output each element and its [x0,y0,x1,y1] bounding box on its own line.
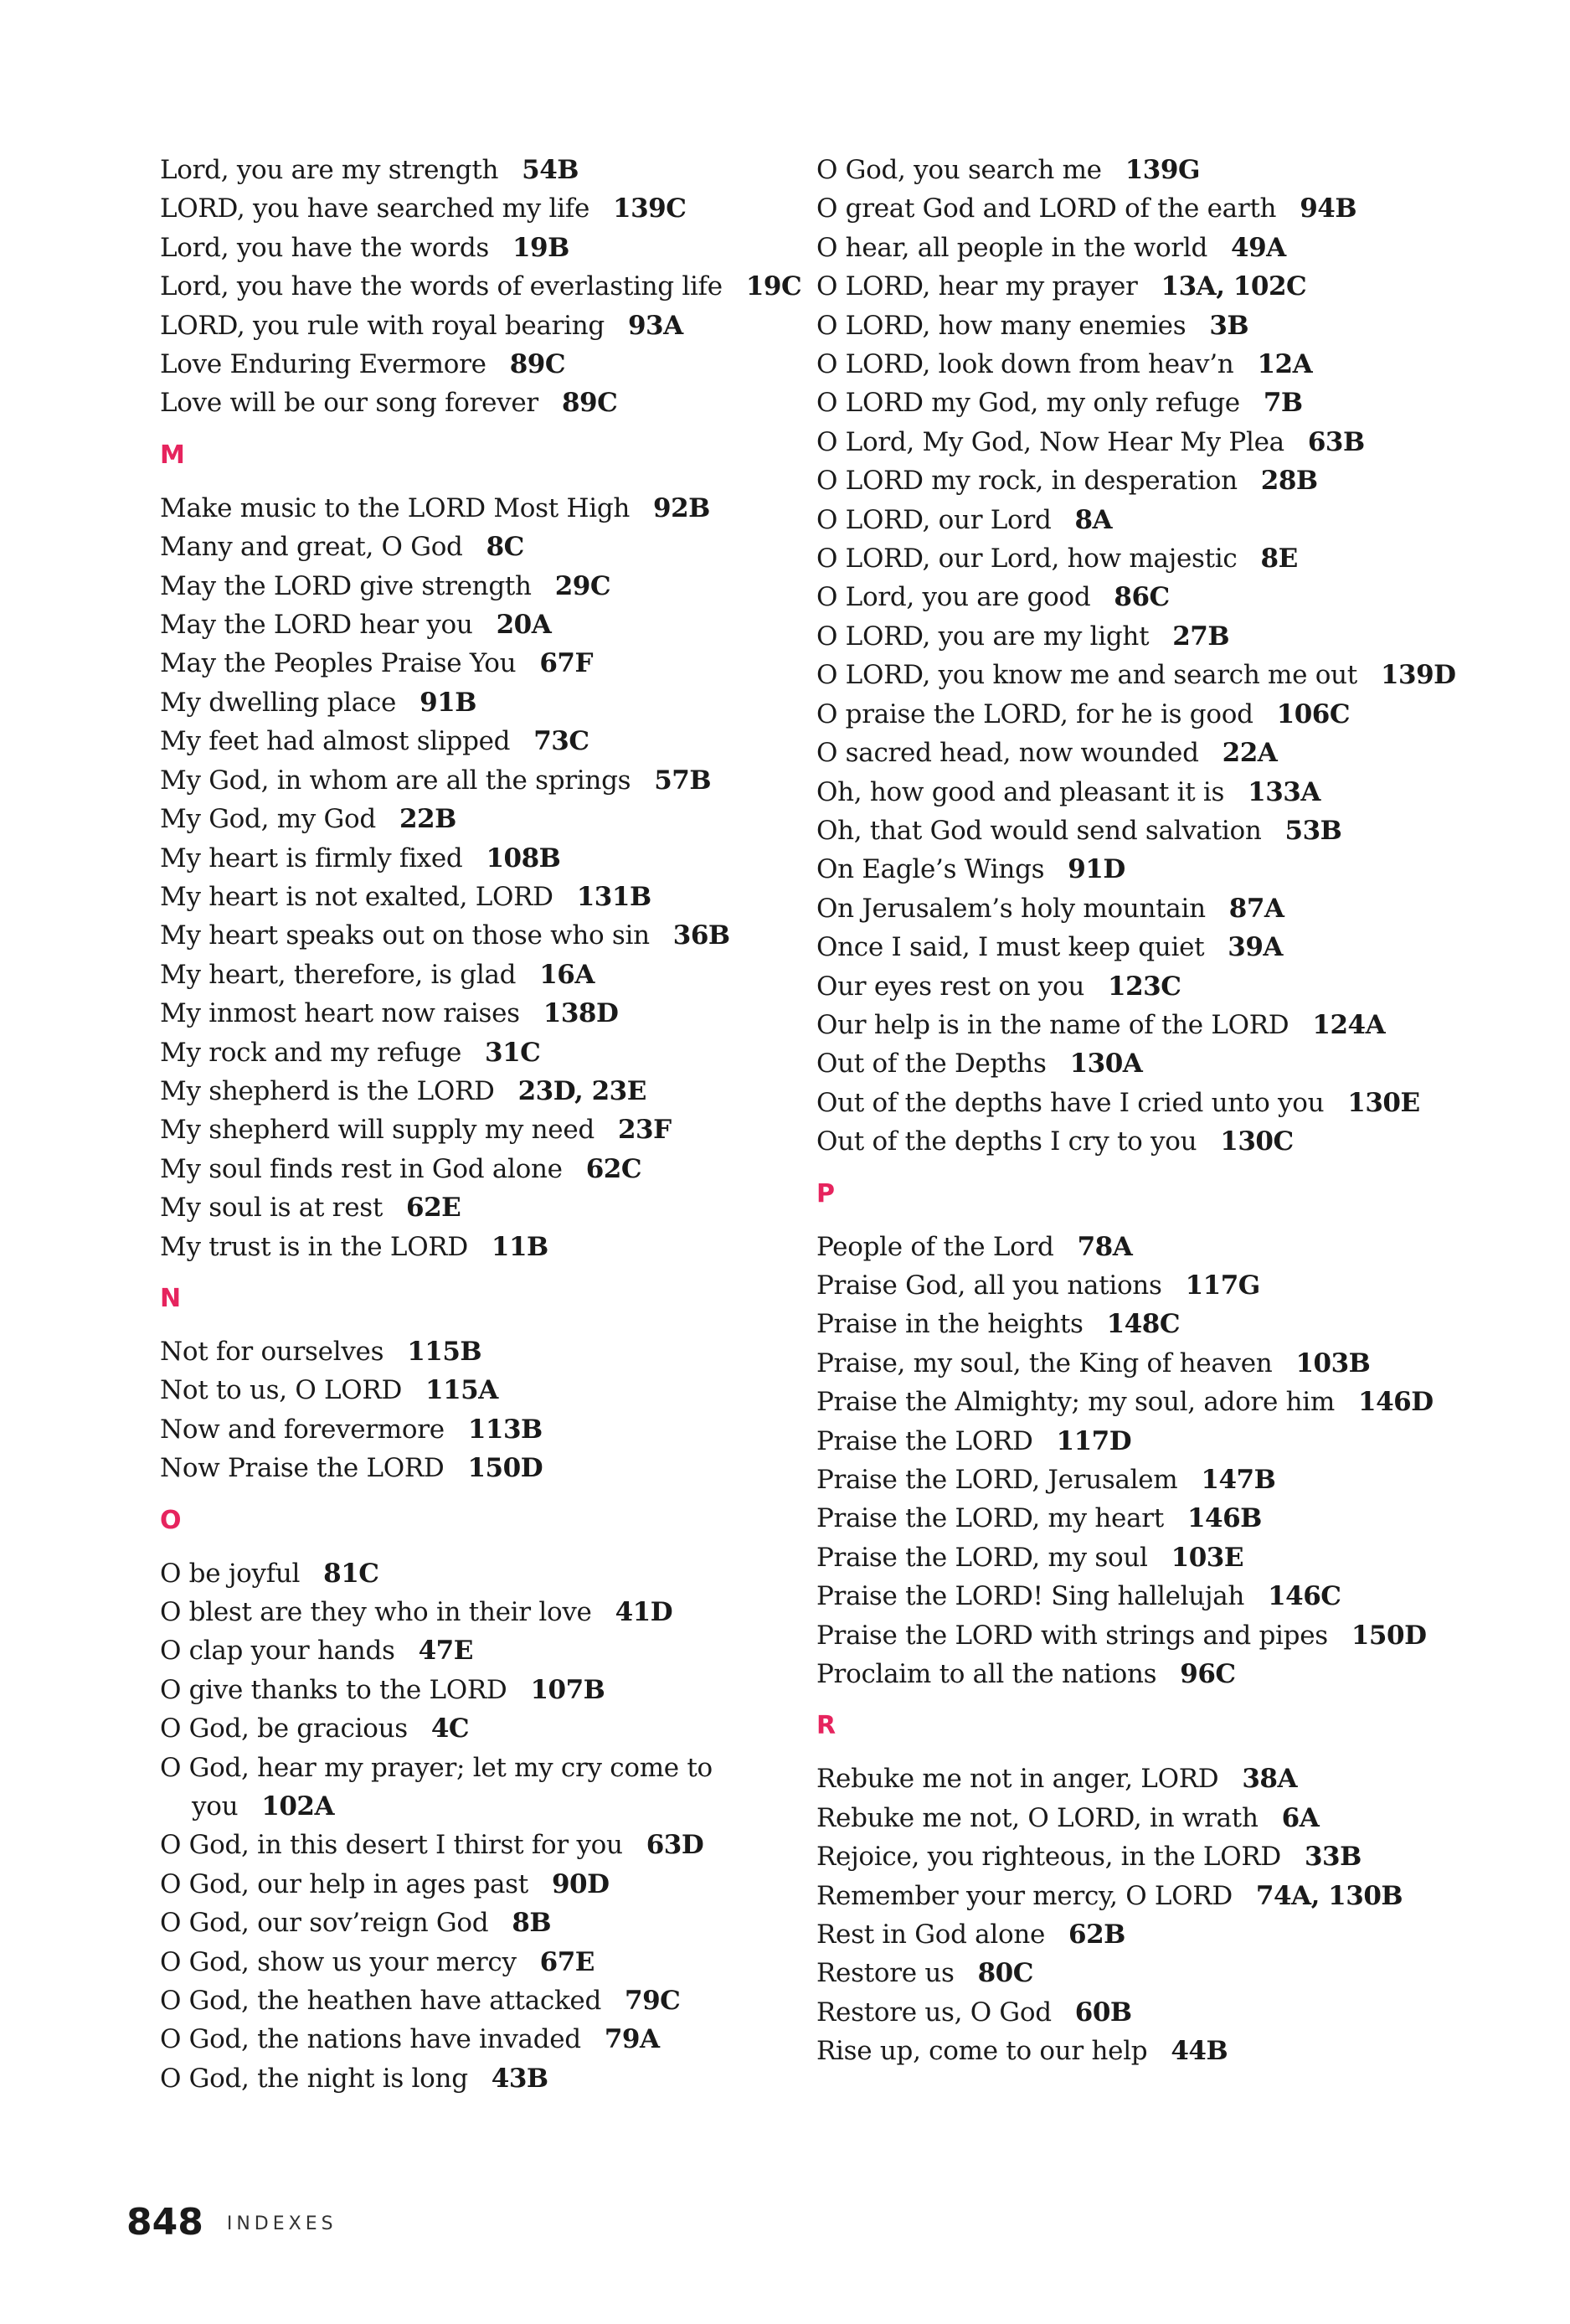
hymn-title: O praise the LORD, for he is good [816,698,1253,729]
index-entry [816,1877,1453,1915]
hymn-number: 130A [1069,1049,1143,1080]
hymn-number: 115B [407,1336,482,1367]
hymn-title: Oh, that God would send salvation [816,815,1262,846]
hymn-number: 146B [1187,1503,1262,1534]
hymn-title: My feet had almost slipped [160,726,511,757]
index-entry [160,1110,796,1149]
index-entry [816,889,1453,928]
hymn-number: 53B [1284,815,1342,846]
index-entry [160,384,796,422]
index-entry [160,1631,796,1670]
hymn-title: My inmost heart now raises [160,998,520,1029]
hymn-title: Remember your mercy, O LORD [816,1880,1233,1911]
index-entry [160,345,796,384]
index-entry [816,734,1453,772]
index-entry [816,267,1453,306]
hymn-number: 146C [1268,1581,1341,1612]
hymn-title: My heart, therefore, is glad [160,959,517,990]
index-entry [160,1554,796,1593]
hymn-title: O LORD my God, my only refuge [816,388,1240,419]
hymn-title: O God, be gracious [160,1713,408,1744]
letter-heading: P [816,1178,835,1208]
hymn-number: 130E [1347,1087,1420,1118]
hymn-number: 3B [1209,310,1249,341]
index-entry [816,1461,1453,1499]
index-entry [160,994,796,1033]
hymn-title: O God, the night is long [160,2063,468,2094]
hymn-number: 8C [486,532,524,563]
index-entry [816,1538,1453,1577]
hymn-title: Oh, how good and pleasant it is [816,776,1225,807]
index-entry [816,1993,1453,2032]
hymn-number: 41D [615,1597,673,1627]
hymn-number: 38A [1242,1764,1298,1795]
hymn-number: 11B [491,1231,548,1262]
index-entry [816,1266,1453,1305]
index-entry [816,461,1453,500]
hymn-number: 93A [627,310,683,341]
hymn-number: 139G [1125,155,1200,185]
hymn-title: O God, the heathen have attacked [160,1986,602,2017]
hymn-number: 47E [418,1636,473,1667]
hymn-title: My heart is firmly fixed [160,843,463,873]
hymn-number: 103B [1295,1348,1371,1378]
hymn-title: My God, my God [160,804,376,835]
hymn-number: 117D [1056,1425,1132,1456]
hymn-title: Restore us, O God [816,1997,1052,2028]
hymn-number: 19B [512,232,569,263]
index-entry [816,656,1456,694]
index-entry [160,267,802,306]
hymn-number: 31C [485,1037,541,1068]
hymn-number: 87A [1228,893,1284,924]
hymn-title: O LORD my rock, in desperation [816,466,1238,497]
index-entry [816,1954,1453,1992]
hymn-title: O God, our sov’reign God [160,1908,489,1939]
hymn-number: 103E [1171,1542,1243,1573]
index-entry [160,1371,796,1409]
index-entry [816,617,1453,656]
index-entry [160,800,796,838]
hymn-title: O God, hear my prayer; let my cry come to you [160,1752,713,1822]
hymn-number: 102A [261,1791,335,1822]
hymn-number: 73C [533,726,589,757]
hymn-title: My heart speaks out on those who sin [160,920,650,951]
index-entry [160,1904,796,1942]
index-entry [816,345,1453,384]
index-entry [160,489,796,528]
index-entry [816,1499,1453,1538]
hymn-title: My God, in whom are all the springs [160,765,631,796]
index-entry [160,1671,796,1709]
index-entry [816,928,1453,966]
hymn-number: 113B [467,1414,543,1445]
hymn-number: 63D [646,1830,704,1861]
hymn-title: Praise the LORD! Sing hallelujah [816,1581,1245,1612]
index-entry [160,1749,728,1827]
hymn-title: Out of the depths have I cried unto you [816,1087,1325,1118]
index-entry [160,878,796,916]
letter-heading: R [816,1711,836,1741]
hymn-title: LORD, you rule with royal bearing [160,310,605,341]
hymn-title: O Lord, you are good [816,582,1091,613]
index-entry [816,2032,1453,2070]
hymn-number: 92B [653,492,710,523]
hymn-title: O God, you search me [816,155,1102,185]
hymn-title: Out of the Depths [816,1049,1047,1080]
hymn-number: 60B [1074,1997,1132,2028]
hymn-title: Praise the LORD, my heart [816,1503,1164,1534]
index-entry [160,1033,796,1072]
hymn-title: Praise the LORD [816,1425,1033,1456]
hymn-title: O LORD, how many enemies [816,310,1187,341]
hymn-title: My heart is not exalted, LORD [160,881,553,912]
hymn-title: My soul finds rest in God alone [160,1153,563,1184]
hymn-number: 150D [1351,1620,1427,1651]
hymn-number: 22A [1222,738,1278,769]
index-entry [160,567,796,605]
hymn-number: 78A [1077,1231,1133,1262]
index-entry [816,423,1453,461]
hymn-number: 86C [1114,582,1170,613]
index-entry [160,761,796,800]
hymn-number: 148C [1106,1309,1181,1340]
index-entry [160,1150,796,1188]
hymn-number: 81C [323,1558,379,1589]
hymn-title: Not for ourselves [160,1336,384,1367]
hymn-title: Praise the LORD, Jerusalem [816,1465,1178,1495]
hymn-title: Lord, you have the words of everlasting life [160,271,723,302]
hymn-title: Not to us, O LORD [160,1375,403,1406]
hymn-title: Praise, my soul, the King of heaven [816,1348,1273,1378]
index-entry [160,1981,796,2020]
index-entry [160,956,796,994]
hymn-title: Lord, you have the words [160,232,489,263]
hymn-title: O blest are they who in their love [160,1597,592,1627]
hymn-title: O God, in this desert I thirst for you [160,1830,623,1861]
hymn-number: 74A, 130B [1255,1880,1403,1911]
index-entry [816,307,1453,345]
hymn-number: 131B [576,881,651,912]
index-entry [160,605,796,644]
index-entry [816,967,1453,1006]
index-entry [816,812,1453,850]
hymn-title: LORD, you have searched my life [160,193,589,224]
hymn-number: 23F [617,1115,672,1146]
index-entry [816,578,1453,616]
hymn-title: Once I said, I must keep quiet [816,932,1205,963]
hymn-number: 7B [1263,388,1303,419]
hymn-title: O Lord, My God, Now Hear My Plea [816,426,1284,457]
hymn-title: People of the Lord [816,1231,1054,1262]
hymn-number: 89C [561,388,618,419]
hymn-title: O LORD, hear my prayer [816,271,1138,302]
hymn-number: 12A [1257,349,1313,380]
index-entry [816,229,1453,267]
page-footer [126,2201,337,2243]
hymn-number: 133A [1248,776,1320,807]
index-entry [816,1044,1453,1083]
index-entry [816,1837,1453,1876]
index-entry [816,1228,1453,1266]
hymn-title: Praise in the heights [816,1309,1084,1340]
hymn-number: 44B [1171,2036,1228,2067]
hymn-number: 57B [654,765,712,796]
hymn-title: My trust is in the LORD [160,1231,468,1262]
hymn-title: My dwelling place [160,687,397,718]
hymn-number: 63B [1307,426,1365,457]
hymn-number: 91D [1068,854,1125,885]
index-entry [160,1593,796,1631]
hymn-title: Our eyes rest on you [816,971,1085,1002]
hymn-number: 6A [1281,1802,1320,1833]
hymn-title: May the LORD hear you [160,610,473,641]
hymn-number: 36B [672,920,730,951]
hymn-title: My shepherd will supply my need [160,1115,595,1146]
index-entry [816,189,1453,228]
letter-heading: O [160,1505,182,1535]
hymn-title: Now and forevermore [160,1414,445,1445]
hymn-number: 130C [1220,1126,1294,1157]
hymn-title: May the Peoples Praise You [160,648,517,679]
hymn-title: Our help is in the name of the LORD [816,1009,1289,1040]
hymn-number: 33B [1304,1842,1362,1873]
hymn-number: 43B [491,2063,548,2094]
index-entry [160,722,796,760]
index-entry [816,1383,1453,1421]
hymn-number: 108B [486,843,561,873]
index-entry [160,307,796,345]
hymn-number: 8B [512,1908,552,1939]
index-entry [816,1760,1453,1798]
right-index-column [816,151,1456,2071]
index-entry [160,528,796,566]
index-entry [816,1344,1453,1383]
index-entry [816,695,1453,734]
hymn-title: Many and great, O God [160,532,463,563]
letter-heading: M [160,440,185,470]
hymn-title: My shepherd is the LORD [160,1075,495,1106]
hymn-number: 80C [977,1958,1033,1989]
letter-heading: N [160,1283,182,1313]
index-entry [160,229,796,267]
index-entry [160,1709,796,1748]
index-entry [160,189,796,228]
hymn-title: Rest in God alone [816,1919,1046,1950]
hymn-number: 150D [467,1453,543,1484]
hymn-number: 90D [551,1868,610,1899]
index-entry [160,683,796,722]
hymn-number: 96C [1180,1659,1236,1690]
hymn-title: Rise up, come to our help [816,2036,1148,2067]
hymn-number: 13A, 102C [1161,271,1307,302]
hymn-number: 62E [406,1193,461,1224]
index-entry [816,1616,1453,1655]
index-entry [160,1410,796,1449]
left-index-column [160,151,802,2098]
hymn-title: My rock and my refuge [160,1037,461,1068]
index-entry [160,1332,796,1371]
hymn-title: On Jerusalem’s holy mountain [816,893,1206,924]
index-entry [816,501,1453,539]
hymn-number: 20A [496,610,552,641]
hymn-title: O give thanks to the LORD [160,1674,507,1705]
hymn-title: Rebuke me not, O LORD, in wrath [816,1802,1259,1833]
index-entry [816,1577,1453,1615]
hymn-title: Praise the LORD with strings and pipes [816,1620,1328,1651]
index-entry [816,1084,1453,1122]
hymn-number: 79A [604,2024,660,2055]
hymn-number: 94B [1300,193,1357,224]
hymn-number: 19C [745,271,802,302]
hymn-title: Lord, you are my strength [160,155,499,185]
hymn-title: My soul is at rest [160,1193,383,1224]
hymn-title: O LORD, you know me and search me out [816,660,1357,691]
hymn-number: 117G [1185,1270,1260,1301]
index-entry [816,1915,1453,1954]
hymn-title: Restore us [816,1958,955,1989]
index-entry [160,2059,796,2098]
hymn-title: O clap your hands [160,1636,395,1667]
index-entry [816,773,1453,812]
hymn-title: Rebuke me not in anger, LORD [816,1764,1219,1795]
hymn-number: 49A [1231,232,1286,263]
index-entry [160,916,796,955]
hymn-title: O God, our help in ages past [160,1868,528,1899]
hymn-title: O God, show us your mercy [160,1946,517,1977]
hymn-number: 39A [1228,932,1283,963]
hymn-title: O LORD, you are my light [816,621,1150,652]
hymn-number: 8E [1260,544,1298,575]
index-entry [160,1826,796,1864]
hymn-number: 67F [539,648,593,679]
hymn-number: 29C [554,570,611,601]
index-entry [160,1188,796,1227]
hymn-number: 91B [420,687,476,718]
index-entry [816,151,1453,189]
index-entry [816,1122,1453,1161]
hymn-title: O LORD, look down from heav’n [816,349,1234,380]
hymn-title: O great God and LORD of the earth [816,193,1277,224]
hymn-number: 54B [522,155,579,185]
hymn-title: O God, the nations have invaded [160,2024,581,2055]
index-entry [160,839,796,878]
hymn-title: Now Praise the LORD [160,1453,445,1484]
hymn-title: Rejoice, you righteous, in the LORD [816,1842,1281,1873]
hymn-number: 147B [1201,1465,1276,1495]
page-number: 848 [126,2201,203,2244]
index-entry [816,539,1453,578]
hymn-title: O LORD, our Lord, how majestic [816,544,1238,575]
index-entry [816,384,1453,422]
hymn-title: Love Enduring Evermore [160,349,486,380]
hymn-title: On Eagle’s Wings [816,854,1045,885]
index-entry [816,1006,1453,1044]
hymn-number: 16A [539,959,595,990]
hymn-number: 28B [1260,466,1318,497]
hymn-title: Proclaim to all the nations [816,1659,1157,1690]
index-entry [816,1422,1453,1461]
hymn-number: 23D, 23E [517,1075,646,1106]
hymn-number: 62B [1068,1919,1125,1950]
index-entry [160,1072,796,1110]
hymn-number: 62C [585,1153,642,1184]
hymn-title: O be joyful [160,1558,301,1589]
hymn-number: 139D [1380,660,1456,691]
index-entry [816,1799,1453,1837]
hymn-number: 8A [1074,504,1113,535]
hymn-title: O sacred head, now wounded [816,738,1199,769]
index-entry [160,1228,796,1266]
index-entry [160,151,796,189]
hymn-number: 107B [530,1674,605,1705]
hymn-title: Praise the LORD, my soul [816,1542,1148,1573]
hymn-number: 146D [1358,1387,1434,1418]
hymn-title: Love will be our song forever [160,388,538,419]
index-entry [816,1655,1453,1693]
hymn-title: O LORD, our Lord [816,504,1052,535]
hymn-number: 106C [1276,698,1351,729]
hymn-number: 139C [613,193,687,224]
index-entry [160,1865,796,1904]
index-entry [160,2020,796,2059]
hymn-number: 124A [1312,1009,1386,1040]
index-entry [816,850,1453,889]
section-name: INDEXES [226,2213,337,2234]
hymn-number: 79C [625,1986,681,2017]
hymn-number: 67E [539,1946,595,1977]
hymn-title: May the LORD give strength [160,570,532,601]
hymn-title: Praise the Almighty; my soul, adore him [816,1387,1336,1418]
hymn-number: 4C [430,1713,470,1744]
hymn-number: 115A [425,1375,498,1406]
hymn-title: O hear, all people in the world [816,232,1207,263]
hymn-number: 27B [1172,621,1230,652]
hymn-number: 22B [399,804,456,835]
hymn-title: Praise God, all you nations [816,1270,1162,1301]
index-entry [160,1449,796,1487]
hymn-number: 89C [509,349,566,380]
hymn-title: Make music to the LORD Most High [160,492,631,523]
index-entry [816,1305,1453,1343]
hymn-title: Out of the depths I cry to you [816,1126,1197,1157]
hymn-number: 123C [1108,971,1181,1002]
hymn-number: 138D [543,998,619,1029]
index-entry [160,644,796,683]
index-entry [160,1943,796,1981]
